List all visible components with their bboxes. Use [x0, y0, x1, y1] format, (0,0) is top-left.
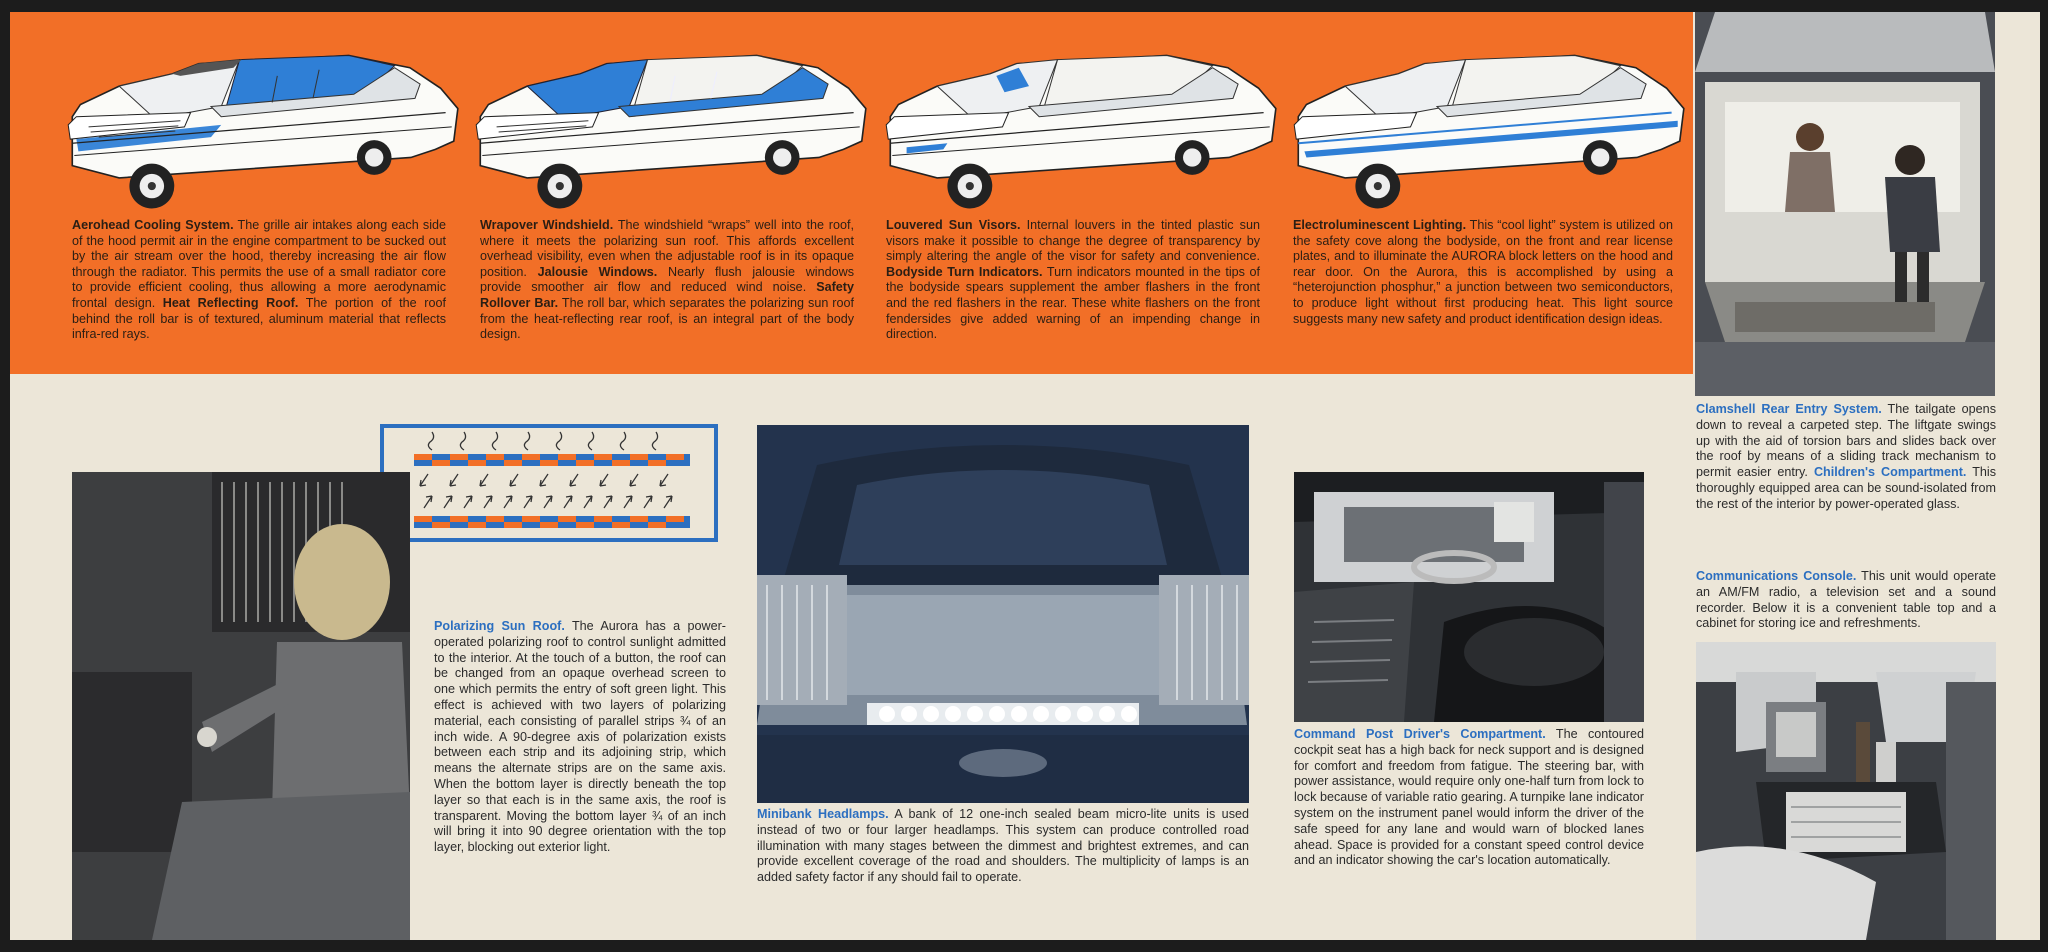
caption-headlamps: Minibank Headlamps. A bank of 12 one-inch sealed beam micro-lite units is used instead of two or four larger headlamps. This system can produce controlled road illumination with many stages between the dimmest and brightest extremes, and can provide excellent coverage of the road and shoulders. The multiplicity of lamps is an added safety factor if any should fail to operate.	[757, 807, 1249, 885]
feature-title: Heat Reflecting Roof.	[162, 295, 299, 310]
feature-title: Electroluminescent Lighting.	[1293, 218, 1467, 232]
feature-windshield: Wrapover Windshield. The windshield “wraps” well into the roof, where it meets the polarizing sun roof. This affords excellent overhead visibility, even when the adjustable roof is in its opaque position. Jalousie Windows. Nearly flush jalousie windows provide smoother air flow and reduced wind noise. Safety Rollover Bar. The roll bar, which separates the polarizing sun roof from the heat-reflecting rear roof, is an integral part of the body design.	[480, 218, 854, 342]
polarizing-diagram	[380, 424, 718, 542]
feature-title: Louvered Sun Visors.	[886, 218, 1021, 232]
caption-title: Communications Console.	[1696, 569, 1857, 583]
feature-visors: Louvered Sun Visors. Internal louvers in the tinted plastic sun visors make it possible to change the degree of transparency by simply altering the angle of the visor for safety and convenience. Bodyside Turn Indicators. Turn indicators mounted in the tips of the bodyside spears supplement the amber flashers in the front and the red flashers in the rear. These white flashers on the front fendersides give added warning of an impending change in direction.	[886, 218, 1260, 342]
photo-clamshell-rear-entry	[1695, 12, 1995, 396]
photo-driver-compartment	[1294, 472, 1644, 722]
photo-communications-console	[1696, 642, 1996, 940]
car-illustration-windshield	[466, 42, 874, 222]
car-illustration-visors	[876, 42, 1284, 222]
photo-woman-sun-roof	[72, 472, 410, 940]
caption-title: Polarizing Sun Roof.	[434, 619, 565, 633]
feature-cooling: Aerohead Cooling System. The grille air intakes along each side of the hood permit air in the engine compartment to be sucked out by the air stream over the hood, thereby increasing the air flow through the radiator. This permits the use of a small radiator core to provide efficient cooling, thus allowing a more aerodynamic frontal design. Heat Reflecting Roof. The portion of the roof behind the roll bar is of textured, aluminum material that reflects infra-red rays.	[72, 218, 446, 342]
brochure-page	[10, 12, 2040, 940]
caption-title: Children's Compartment.	[1813, 465, 1967, 480]
caption-title: Command Post Driver's Compartment.	[1294, 727, 1546, 741]
caption-title: Clamshell Rear Entry System.	[1696, 402, 1882, 416]
feature-title: Aerohead Cooling System.	[72, 218, 234, 232]
caption-sun-roof: Polarizing Sun Roof. The Aurora has a power-operated polarizing roof to control sunlight admitted to the interior. At the touch of a button, the roof can be changed from an opaque overhead screen to one which permits the entry of soft green light. This effect is achieved with two layers of polarizing material, each consisting of parallel strips ¾ of an inch wide. A 90-degree axis of polarization exists between each strip and its adjoining strip, which means the alternate strips are on the same axis. When the bottom layer is directly beneath the top layer so that each is in the same axis, the roof is transparent. Moving the bottom layer ¾ of an inch will bring it into 90 degree orientation with the top layer, blocking out exterior light.	[434, 619, 726, 855]
feature-title: Safety Rollover Bar.	[480, 280, 854, 310]
car-illustration-lighting	[1284, 42, 1692, 222]
feature-title: Wrapover Windshield.	[480, 218, 614, 232]
caption-console: Communications Console. This unit would operate an AM/FM radio, a television set and a sound recorder. Below it is a convenient table top and a cabinet for storing ice and refreshments.	[1696, 569, 1996, 631]
car-illustration-cooling	[58, 42, 466, 222]
caption-cockpit: Command Post Driver's Compartment. The contoured cockpit seat has a high back for neck support and is designed for comfort and freedom from fatigue. The steering bar, with power assistance, would require only one-half turn from lock to lock because of variable ratio gearing. A turnpike lane indicator system on the instrument panel would inform the driver of the safe speed for any lane and would warn of blocked lanes ahead. Space is provided for a constant speed control device and an indicator showing the car's location automatically.	[1294, 727, 1644, 868]
caption-title: Minibank Headlamps.	[757, 807, 889, 821]
caption-clamshell: Clamshell Rear Entry System. The tailgate opens down to reveal a carpeted step. The liftgate swings up with the aid of torsion bars and slides back over the roof by means of a sliding track mechanism to permit easier entry. Children's Compartment. This thoroughly equipped area can be sound-isolated from the rest of the interior by power-operated glass.	[1696, 402, 1996, 511]
feature-title: Jalousie Windows.	[537, 264, 658, 279]
feature-title: Bodyside Turn Indicators.	[886, 264, 1043, 279]
feature-lighting: Electroluminescent Lighting. This “cool light” system is utilized on the safety cove along the bodyside, on the front and rear license plates, and to illuminate the AURORA block letters on the hood and rear door. On the Aurora, this is accomplished by using a “heterojunction phosphur,” a junction between two semiconductors, to produce light without first producing heat. This light source suggests many new safety and product identification design ideas.	[1293, 218, 1673, 326]
polarizing-strips-diagram	[384, 428, 714, 538]
photo-minibank-headlamps	[757, 425, 1249, 803]
